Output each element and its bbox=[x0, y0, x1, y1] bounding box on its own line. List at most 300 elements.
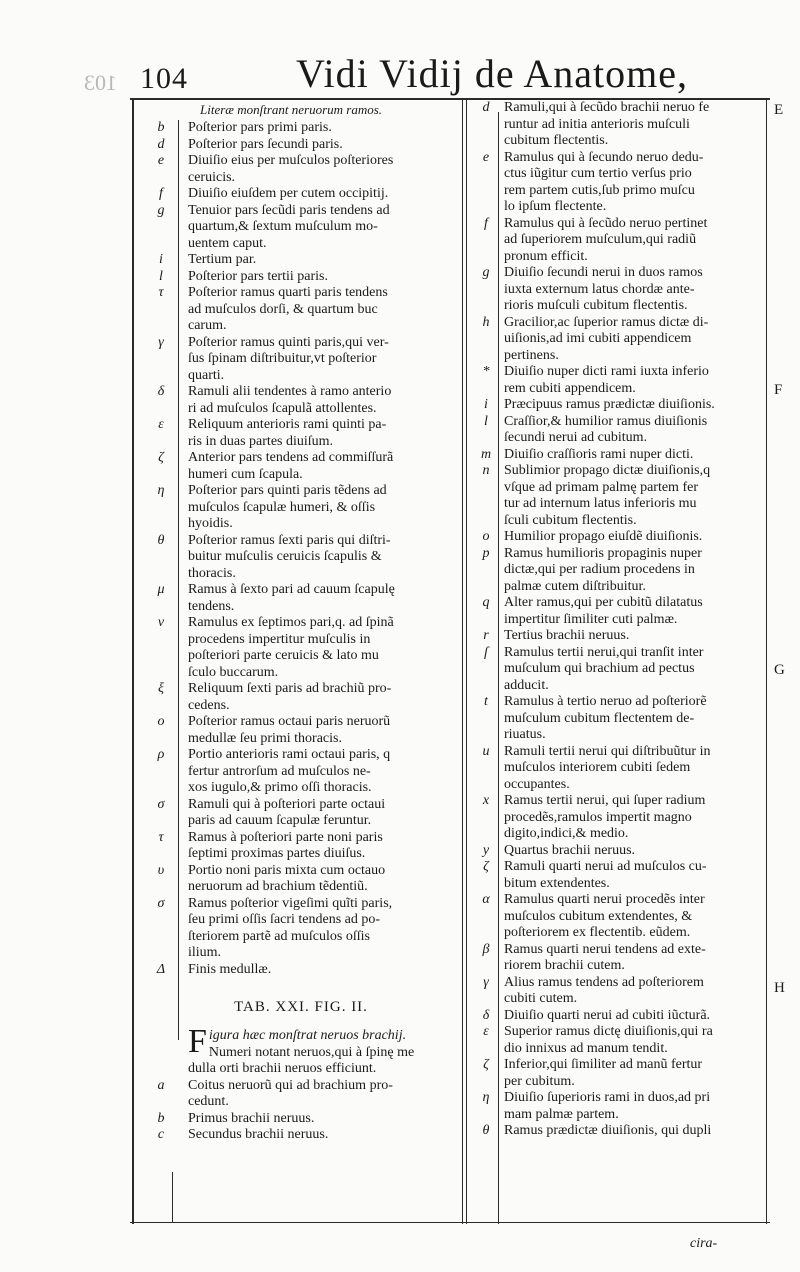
entry-line: ceruicis. bbox=[188, 169, 236, 185]
entry-text bbox=[182, 582, 462, 615]
legend-entry bbox=[140, 450, 462, 483]
entry-line: poſteriori parte ceruicis & lato mu bbox=[188, 648, 379, 663]
left-outer-rule bbox=[132, 100, 134, 1224]
legend-entry bbox=[140, 1127, 462, 1144]
legend-entry bbox=[472, 694, 766, 744]
legend-entry bbox=[472, 1008, 766, 1025]
legend-entry bbox=[472, 414, 766, 447]
entry-line: humeri cum ſcapula. bbox=[188, 466, 303, 482]
entry-text bbox=[500, 447, 766, 464]
entry-line: Ramuli,qui à ſecũdo brachii neruo fe bbox=[504, 100, 710, 115]
margin-letter-G: G bbox=[774, 662, 785, 678]
legend-entry bbox=[140, 615, 462, 681]
legend-entry bbox=[140, 1111, 462, 1128]
entry-label: η bbox=[157, 483, 165, 498]
entry-text bbox=[182, 896, 462, 962]
entry-label: x bbox=[482, 793, 490, 808]
entry-label: u bbox=[482, 743, 490, 759]
entry-label: ε bbox=[483, 1024, 489, 1039]
entry-text bbox=[182, 615, 462, 681]
entry-text bbox=[500, 645, 766, 695]
entry-line: muſculos ſcapulæ humeri, & oſſis bbox=[188, 499, 376, 515]
entry-label: d bbox=[157, 136, 165, 152]
entry-line: Poſterior pars ſecundi paris. bbox=[188, 136, 343, 152]
entry-line: Ramulus tertii nerui,qui tranſit inter bbox=[504, 644, 704, 660]
entry-text bbox=[500, 364, 766, 397]
entry-line: Diuiſio ſecundi nerui in duos ramos bbox=[504, 265, 703, 280]
entry-line: buitur muſculis ceruicis ſcapulis & bbox=[188, 549, 382, 564]
legend-entry bbox=[140, 830, 462, 863]
legend-entry bbox=[140, 797, 462, 830]
entry-text bbox=[500, 1024, 766, 1057]
entry-line: ſculo buccarum. bbox=[188, 664, 279, 680]
entry-text bbox=[500, 529, 766, 546]
entry-text bbox=[500, 463, 766, 529]
entry-line: carum. bbox=[188, 318, 227, 333]
entry-label: β bbox=[482, 941, 490, 957]
entry-line: dio innixus ad manum tendit. bbox=[504, 1040, 668, 1056]
legend-entry bbox=[472, 1057, 766, 1090]
legend-entry bbox=[140, 1078, 462, 1111]
entry-label: i bbox=[159, 252, 163, 267]
legend-entry bbox=[140, 483, 462, 533]
entry-line: Diuiſio eiuſdem per cutem occipitij. bbox=[188, 186, 389, 201]
entry-text bbox=[500, 843, 766, 860]
entry-label: g bbox=[157, 202, 165, 218]
entry-line: Ramuli tertii nerui qui diſtribuũtur in bbox=[504, 743, 711, 759]
entry-line: per cubitum. bbox=[504, 1073, 575, 1089]
legend-entry bbox=[472, 1090, 766, 1123]
entry-line: iuxta externum latus chordæ ante- bbox=[504, 281, 695, 297]
entry-label: a bbox=[157, 1077, 165, 1093]
legend-entry bbox=[140, 384, 462, 417]
entry-line: Ramulus à tertio neruo ad poſteriorẽ bbox=[504, 694, 707, 709]
entry-label: l bbox=[484, 413, 488, 429]
entry-line: muſculum cubitum flectentem de- bbox=[504, 710, 695, 726]
entry-line: mam palmæ partem. bbox=[504, 1106, 619, 1122]
entry-line: rioris muſculi cubitum flectentis. bbox=[504, 298, 688, 313]
entry-line: ſecundi nerui ad cubitum. bbox=[504, 430, 648, 445]
entry-line: Ramus à ſexto pari ad cauum ſcapulę bbox=[188, 582, 395, 597]
entry-line: Ramulus qui à ſecũdo neruo pertinet bbox=[504, 215, 708, 231]
entry-line: Poſterior ramus octaui paris neruorũ bbox=[188, 714, 391, 729]
legend-entry bbox=[140, 962, 462, 979]
intro-line: dulla orti brachii neruos efficiunt. bbox=[188, 1061, 377, 1076]
legend-entry bbox=[472, 397, 766, 414]
legend-entry bbox=[140, 186, 462, 203]
entry-text bbox=[500, 595, 766, 628]
legend-entry bbox=[472, 463, 766, 529]
entry-line: Ramuli qui à poſteriori parte octaui bbox=[188, 796, 386, 812]
entry-line: rem cubiti appendicem. bbox=[504, 380, 636, 396]
entry-label: σ bbox=[157, 796, 165, 812]
entry-line: Poſterior ramus quarti paris tendens bbox=[188, 285, 388, 300]
entry-text bbox=[182, 137, 462, 154]
legend-entry bbox=[472, 595, 766, 628]
entry-line: Tertium par. bbox=[188, 252, 257, 267]
entry-line: Finis medullæ. bbox=[188, 961, 272, 977]
figure-title: TAB. XXI. FIG. II. bbox=[234, 999, 368, 1015]
entry-line: impertitur ſimiliter cuti palmæ. bbox=[504, 611, 678, 627]
entry-label: c bbox=[157, 1127, 165, 1142]
entry-label: μ bbox=[157, 582, 165, 597]
legend-entry bbox=[140, 269, 462, 286]
entry-line: tendens. bbox=[188, 598, 235, 614]
entry-line: Ramus à poſteriori parte noni paris bbox=[188, 829, 383, 845]
running-title: Vidi Vidij de Anatome, bbox=[296, 51, 688, 96]
entry-line: Poſterior ramus quinti paris,qui ver- bbox=[188, 334, 389, 350]
legend-entry bbox=[472, 546, 766, 596]
legend-entry bbox=[140, 582, 462, 615]
entry-line: pronum efficit. bbox=[504, 248, 588, 264]
entry-text bbox=[500, 1008, 766, 1025]
entry-text bbox=[500, 265, 766, 315]
entry-text bbox=[500, 694, 766, 744]
entry-label: o bbox=[482, 529, 490, 544]
entry-text bbox=[182, 450, 462, 483]
entry-line: ris in duas partes diuiſum. bbox=[188, 433, 334, 449]
margin-letter-F: F bbox=[774, 382, 783, 398]
legend-entry bbox=[140, 714, 462, 747]
entry-label: η bbox=[482, 1090, 490, 1105]
entry-line: Coitus neruorũ qui ad brachium pro- bbox=[188, 1077, 393, 1093]
legend-entry bbox=[140, 153, 462, 186]
entry-line: paris ad cauum ſcapulæ feruntur. bbox=[188, 813, 372, 828]
entry-label: ρ bbox=[157, 747, 165, 762]
legend-entry bbox=[472, 529, 766, 546]
entry-text bbox=[182, 797, 462, 830]
legend-entry bbox=[140, 252, 462, 269]
bleed-through-page-number: 103 bbox=[84, 70, 117, 95]
entry-label: υ bbox=[157, 862, 165, 878]
intro-lines bbox=[188, 1023, 462, 1078]
legend-entry bbox=[472, 364, 766, 397]
entry-text bbox=[182, 1111, 462, 1128]
entry-line: Anterior pars tendens ad commiſſurã bbox=[188, 450, 394, 465]
entry-line: occupantes. bbox=[504, 776, 570, 792]
entry-label: θ bbox=[157, 532, 165, 548]
entry-line: dictæ,qui per radium procedens in bbox=[504, 562, 695, 577]
left-label-rule-lower bbox=[172, 1172, 173, 1222]
entry-line: Humilior propago eiuſdẽ diuiſionis. bbox=[504, 529, 703, 544]
entry-line: vſque ad primam palmę partem fer bbox=[504, 479, 698, 495]
figure-intro bbox=[140, 1023, 462, 1078]
entry-line: Diuiſio craſſioris rami nuper dicti. bbox=[504, 446, 694, 462]
entry-line: lo ipſum flectente. bbox=[504, 199, 607, 214]
entry-text bbox=[500, 744, 766, 794]
entry-line: Portio anterioris rami octaui paris, q bbox=[188, 747, 391, 762]
intro-line: igura hæc monſtrat neruos brachij. bbox=[208, 1028, 407, 1043]
entry-text bbox=[500, 1090, 766, 1123]
entry-line: Reliquum anterioris rami quinti pa- bbox=[188, 417, 387, 432]
entry-line: ſeu primi oſſis ſacri tendens ad po- bbox=[188, 912, 381, 927]
entry-text bbox=[182, 483, 462, 533]
entry-label: γ bbox=[483, 974, 489, 990]
entry-line: Reliquum ſexti paris ad brachiũ pro- bbox=[188, 681, 392, 696]
entry-text bbox=[500, 628, 766, 645]
entry-line: medullæ ſeu primi thoracis. bbox=[188, 730, 342, 746]
entry-line: ad muſculos dorſi, & quartum buc bbox=[188, 301, 378, 317]
entry-line: Secundus brachii neruus. bbox=[188, 1127, 329, 1142]
column-divider-left bbox=[462, 100, 463, 1224]
entry-line: palmæ cutem diſtribuitur. bbox=[504, 578, 646, 594]
entry-text bbox=[182, 714, 462, 747]
entry-text bbox=[500, 892, 766, 942]
legend-entry bbox=[140, 335, 462, 385]
entry-line: poſteriorem ex flectentib. eũdem. bbox=[504, 925, 691, 940]
entry-line: uentem caput. bbox=[188, 235, 267, 251]
entry-line: Ramus humilioris propaginis nuper bbox=[504, 545, 702, 561]
entry-line: Poſterior ramus ſexti paris qui diſtri- bbox=[188, 532, 391, 548]
entry-text bbox=[500, 1057, 766, 1090]
entry-line: Diuiſio ſuperioris rami in duos,ad pri bbox=[504, 1090, 711, 1105]
entry-text bbox=[182, 252, 462, 269]
entry-label: f bbox=[159, 186, 163, 201]
entry-line: muſculos cubitum extendentes, & bbox=[504, 908, 693, 924]
entry-label: y bbox=[482, 842, 490, 858]
entry-text bbox=[182, 186, 462, 203]
catchword: cira- bbox=[690, 1236, 718, 1251]
entry-line: ri ad muſculos ſcapulã attollentes. bbox=[188, 400, 377, 416]
entry-text bbox=[182, 747, 462, 797]
legend-entry bbox=[472, 447, 766, 464]
entry-line: Ramulus ex ſeptimos pari,q. ad ſpinã bbox=[188, 615, 394, 630]
entry-label: f bbox=[484, 215, 488, 231]
legend-entry bbox=[140, 863, 462, 896]
entry-line: riorem brachii cutem. bbox=[504, 958, 625, 973]
entry-text bbox=[182, 962, 462, 979]
entry-line: rem partem cutis,ſub primo muſcu bbox=[504, 182, 695, 198]
entry-text bbox=[182, 1078, 462, 1111]
entry-line: Inferior,qui ſimiliter ad manũ fertur bbox=[504, 1057, 703, 1072]
entry-label: r bbox=[483, 628, 489, 643]
legend-entry bbox=[472, 628, 766, 645]
entry-text bbox=[500, 942, 766, 975]
entry-text bbox=[182, 335, 462, 385]
entry-line: digito,indici,& medio. bbox=[504, 826, 629, 841]
entry-label: q bbox=[482, 595, 490, 610]
legend-entry bbox=[472, 744, 766, 794]
legend-entry bbox=[140, 137, 462, 154]
entry-line: Superior ramus dictę diuiſionis,qui ra bbox=[504, 1024, 713, 1039]
entry-label: ζ bbox=[483, 859, 489, 874]
entry-line: Poſterior pars primi paris. bbox=[188, 120, 332, 135]
legend-entry bbox=[472, 843, 766, 860]
entry-line: Ramus tertii nerui, qui ſuper radium bbox=[504, 793, 706, 808]
entry-line: procedens impertitur muſculis in bbox=[188, 631, 371, 647]
entry-text bbox=[500, 315, 766, 365]
entry-label: σ bbox=[157, 895, 165, 911]
entry-line: Quartus brachii neruus. bbox=[504, 842, 636, 858]
entry-text bbox=[182, 863, 462, 896]
entry-text bbox=[500, 397, 766, 414]
drop-cap: F bbox=[188, 1023, 207, 1060]
entry-text bbox=[182, 285, 462, 335]
entry-line: Ramuli quarti nerui ad muſculos cu- bbox=[504, 859, 707, 874]
entry-label: l bbox=[159, 268, 163, 284]
entry-line: cubitum flectentis. bbox=[504, 133, 609, 148]
entry-line: Ramuli alii tendentes à ramo anterio bbox=[188, 384, 392, 399]
entry-text bbox=[500, 1123, 766, 1140]
entry-label: Δ bbox=[156, 961, 166, 977]
entry-line: Alius ramus tendens ad poſteriorem bbox=[504, 974, 704, 990]
entry-label: b bbox=[157, 1110, 165, 1126]
intro-line: Numeri notant neruos,qui à ſpinę me bbox=[208, 1044, 415, 1060]
entry-line: Sublimior propago dictæ diuiſionis,q bbox=[504, 463, 711, 478]
legend-entry bbox=[140, 747, 462, 797]
entry-text bbox=[500, 859, 766, 892]
entry-text bbox=[182, 830, 462, 863]
left-entries-bottom bbox=[140, 1078, 462, 1144]
entry-line: fertur antrorſum ad muſculos ne- bbox=[188, 763, 371, 779]
entry-line: Tenuior pars ſecũdi paris tendens ad bbox=[188, 202, 390, 218]
footer-rule bbox=[130, 1222, 770, 1223]
entry-text bbox=[500, 793, 766, 843]
entry-text bbox=[182, 384, 462, 417]
legend-entry bbox=[472, 1123, 766, 1140]
entry-label: τ bbox=[158, 829, 164, 845]
legend-entry bbox=[472, 859, 766, 892]
entry-line: hyoidis. bbox=[188, 516, 233, 531]
entry-line: muſculos interiorem cubiti ſedem bbox=[504, 760, 691, 775]
entry-line: runtur ad initia anterioris muſculi bbox=[504, 116, 690, 132]
legend-entry bbox=[140, 417, 462, 450]
entry-line: thoracis. bbox=[188, 565, 236, 581]
entry-label: i bbox=[484, 397, 488, 412]
entry-text bbox=[500, 546, 766, 596]
entry-text bbox=[500, 216, 766, 266]
entry-line: Primus brachii neruus. bbox=[188, 1110, 315, 1126]
entry-label: ζ bbox=[483, 1057, 489, 1072]
entry-label: e bbox=[157, 153, 165, 168]
legend-entry bbox=[472, 975, 766, 1008]
entry-text bbox=[182, 203, 462, 253]
legend-entry bbox=[140, 285, 462, 335]
column-caption: Literæ monſtrant neruorum ramos. bbox=[200, 102, 383, 117]
entry-label: n bbox=[482, 463, 490, 478]
margin-letter-H: H bbox=[774, 980, 785, 996]
entry-line: ſteriorem partẽ ad muſculos oſſis bbox=[188, 928, 370, 944]
entry-line: uiſionis,ad imi cubiti appendicem bbox=[504, 331, 692, 346]
entry-label: τ bbox=[158, 285, 164, 300]
entry-label: b bbox=[157, 120, 165, 135]
entry-line: Portio noni paris mixta cum octauo bbox=[188, 862, 386, 878]
entry-line: Ramus poſterior vigeſimi quĩti paris, bbox=[188, 895, 393, 911]
entry-line: bitum extendentes. bbox=[504, 875, 610, 891]
legend-entry bbox=[472, 892, 766, 942]
entry-line: Craſſior,& humilior ramus diuiſionis bbox=[504, 413, 708, 429]
entry-line: riuatus. bbox=[504, 727, 546, 742]
entry-line: cedens. bbox=[188, 697, 230, 713]
entry-label: δ bbox=[482, 1007, 490, 1023]
right-column bbox=[472, 100, 766, 1140]
entry-line: ad ſuperiorem muſculum,qui radiũ bbox=[504, 232, 697, 247]
entry-text bbox=[182, 681, 462, 714]
legend-entry bbox=[472, 942, 766, 975]
entry-label: ν bbox=[157, 615, 165, 630]
entry-line: Diuiſio nuper dicti rami iuxta inferio bbox=[504, 364, 709, 379]
entry-line: neruorum ad brachium tẽdentiũ. bbox=[188, 879, 368, 894]
entry-label: ο bbox=[157, 714, 165, 729]
left-entries-top bbox=[140, 120, 462, 978]
left-column bbox=[140, 100, 462, 1144]
entry-text bbox=[500, 975, 766, 1008]
margin-letter-E: E bbox=[774, 102, 784, 118]
entry-label: α bbox=[482, 892, 490, 907]
entry-text bbox=[182, 120, 462, 137]
entry-label: γ bbox=[158, 334, 164, 350]
entry-text bbox=[182, 1127, 462, 1144]
entry-text bbox=[182, 533, 462, 583]
legend-entry bbox=[472, 793, 766, 843]
legend-entry bbox=[140, 120, 462, 137]
entry-label: ξ bbox=[158, 681, 164, 696]
entry-line: Ramulus quarti nerui procedẽs inter bbox=[504, 892, 705, 907]
entry-line: tur ad internum latus inferioris mu bbox=[504, 496, 697, 511]
legend-entry bbox=[140, 681, 462, 714]
right-outer-rule bbox=[766, 100, 767, 1224]
entry-line: Poſterior pars tertii paris. bbox=[188, 268, 328, 284]
entry-line: Diuiſio eius per muſculos poſteriores bbox=[188, 153, 394, 168]
entry-label: ζ bbox=[158, 450, 164, 465]
entry-line: ctus iũgitur cum tertio verſus prio bbox=[504, 166, 692, 181]
entry-text bbox=[182, 417, 462, 450]
entry-line: Alter ramus,qui per cubitũ dilatatus bbox=[504, 595, 703, 610]
entry-line: cedunt. bbox=[188, 1094, 229, 1109]
entry-line: procedẽs,ramulos impertit magno bbox=[504, 809, 692, 825]
entry-line: ſculi cubitum flectentis. bbox=[504, 512, 637, 528]
entry-line: muſculum qui brachium ad pectus bbox=[504, 661, 695, 676]
entry-line: Tertius brachii neruus. bbox=[504, 628, 630, 643]
entry-text bbox=[500, 414, 766, 447]
entry-line: Gracilior,ac ſuperior ramus dictæ di- bbox=[504, 314, 709, 330]
legend-entry bbox=[472, 216, 766, 266]
entry-line: Poſterior pars quinti paris tẽdens ad bbox=[188, 483, 387, 498]
legend-entry bbox=[140, 896, 462, 962]
entry-label: δ bbox=[157, 384, 165, 399]
entry-line: quartum,& ſextum muſculum mo- bbox=[188, 219, 378, 234]
legend-entry bbox=[472, 645, 766, 695]
entry-text bbox=[182, 269, 462, 286]
entry-line: adducit. bbox=[504, 677, 549, 693]
entry-line: ilium. bbox=[188, 945, 222, 960]
entry-line: cubiti cutem. bbox=[504, 991, 578, 1006]
entry-label: d bbox=[482, 100, 490, 115]
entry-line: Præcipuus ramus prædictæ diuiſionis. bbox=[504, 397, 715, 412]
entry-label: θ bbox=[482, 1123, 490, 1138]
entry-label: * bbox=[482, 364, 490, 379]
entry-label: m bbox=[480, 446, 492, 462]
entry-line: ſeptimi proximas partes diuiſus. bbox=[188, 846, 366, 861]
entry-line: Ramulus qui à ſecundo neruo dedu- bbox=[504, 149, 704, 165]
entry-label: t bbox=[484, 694, 488, 709]
legend-entry bbox=[140, 203, 462, 253]
legend-entry bbox=[472, 150, 766, 216]
entry-line: pertinens. bbox=[504, 347, 559, 363]
entry-label: g bbox=[482, 265, 490, 280]
entry-label: ſ bbox=[484, 644, 488, 660]
legend-entry bbox=[140, 533, 462, 583]
right-entries bbox=[472, 100, 766, 1140]
entry-label: p bbox=[482, 545, 490, 561]
entry-text bbox=[500, 150, 766, 216]
entry-line: Ramus quarti nerui tendens ad exte- bbox=[504, 941, 706, 957]
page-number: 104 bbox=[140, 62, 188, 95]
legend-entry bbox=[472, 265, 766, 315]
legend-entry bbox=[472, 315, 766, 365]
entry-label: ε bbox=[158, 417, 164, 432]
legend-entry bbox=[472, 100, 766, 150]
